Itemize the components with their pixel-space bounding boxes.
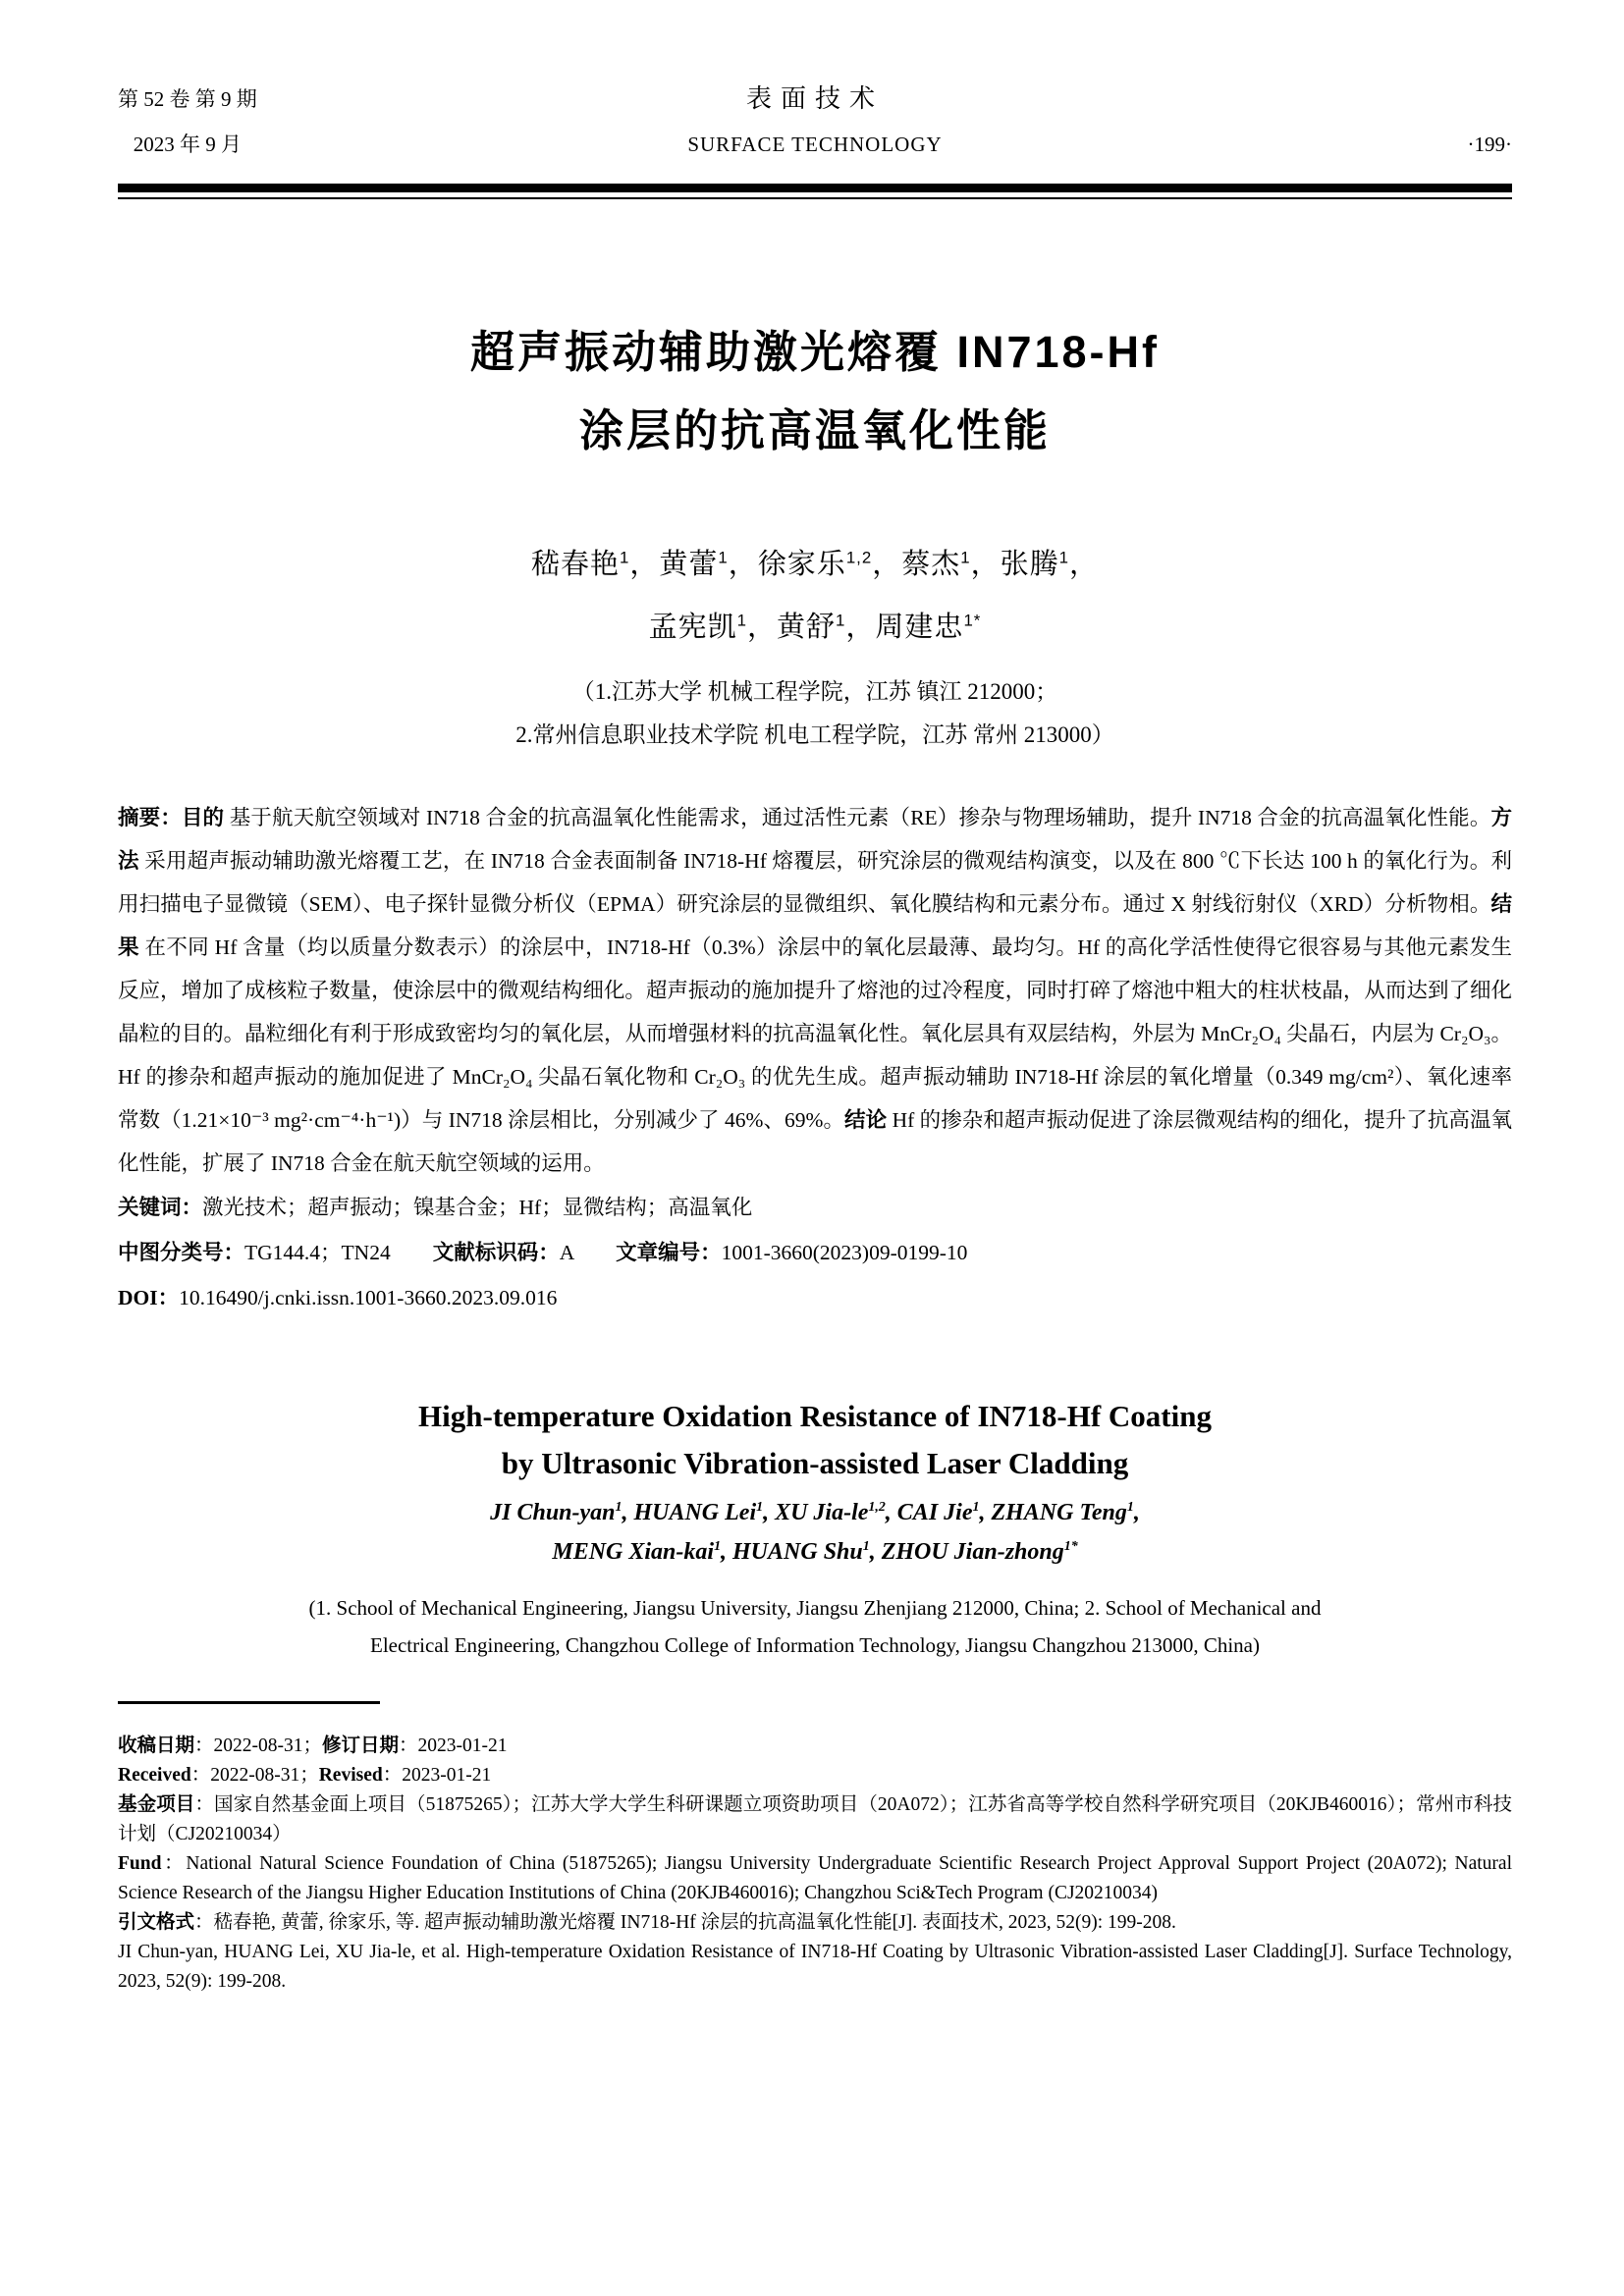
authors-en bbox=[118, 1493, 1512, 1572]
author-affiliation-superscript: 1 bbox=[756, 1500, 764, 1515]
author-affiliation-superscript: 1 bbox=[615, 1500, 623, 1515]
author-affiliation-superscript: 1 bbox=[1058, 548, 1069, 567]
affiliation-cn-line1: （1.江苏大学 机械工程学院，江苏 镇江 212000； bbox=[571, 679, 1058, 704]
author-name: MENG Xian-kai bbox=[552, 1539, 715, 1565]
footnote-separator-rule bbox=[118, 1701, 380, 1704]
authors-cn-line1: 嵇春艳$^1$，黄蕾$^1$，徐家乐$^{1,2}$，蔡杰$^1$，张腾$^1$， bbox=[531, 548, 1099, 580]
footnote-citation-en: JI Chun-yan, HUANG Lei, XU Jia-le, et al. High-temperature Oxidation Resistance of IN718-Hf Coating by Ultrasonic Vibration-assisted Laser Cladding[J]. Surface Technology, 2023, 52(9): 199-208. bbox=[118, 1942, 1512, 1992]
authors-cn bbox=[118, 533, 1512, 659]
authors-cn-line2: 孟宪凯$^1$，黄舒$^1$，周建忠$^{1*}$ bbox=[648, 611, 982, 643]
authors-en-line2: MENG Xian-kai$^1$, HUANG Shu$^1$, ZHOU Jian-zhong$^{1*}$ bbox=[552, 1539, 1078, 1565]
affiliation-en-line2: Electrical Engineering, Changzhou College of Information Technology, Jiangsu Changzhou 213000, China) bbox=[370, 1633, 1260, 1657]
author-affiliation-superscript: 1,2 bbox=[845, 548, 873, 567]
footnote-citation-cn: 引文格式：嵇春艳, 黄蕾, 徐家乐, 等. 超声振动辅助激光熔覆 IN718-Hf 涂层的抗高温氧化性能[J]. 表面技术, 2023, 52(9): 199-208. bbox=[118, 1912, 1176, 1933]
article-title-cn bbox=[118, 313, 1512, 470]
footnote-fund-cn: 基金项目：国家自然基金面上项目（51875265）；江苏大学大学生科研课题立项资助项目（20A072）；江苏省高等学校自然科学研究项目（20KJB460016）；常州市科技计划（CJ20210034） bbox=[118, 1794, 1512, 1844]
author-affiliation-superscript: 1 bbox=[714, 1539, 722, 1554]
author-name: 黄舒 bbox=[777, 612, 837, 643]
author-affiliation-superscript: 1* bbox=[963, 611, 982, 630]
authors-en-line1: JI Chun-yan$^1$, HUANG Lei$^1$, XU Jia-le$^{1,2}$, CAI Jie$^1$, ZHANG Teng$^1$, bbox=[490, 1500, 1140, 1525]
author-name: ZHOU Jian-zhong bbox=[881, 1539, 1064, 1565]
footnote-fund-en: Fund：National Natural Science Foundation of China (51875265); Jiangsu University Undergraduate Scientific Research Project Approval Support Project (20A072); Natural Science Research of the Jiangsu Higher Education Institutions of China (20KJB460016); Changzhou Sci&Tech Program (CJ20210034) bbox=[118, 1853, 1512, 1903]
author-affiliation-superscript: 1 bbox=[960, 548, 971, 567]
footnotes bbox=[118, 1732, 1512, 1997]
author-name: HUANG Lei bbox=[633, 1500, 757, 1525]
journal-title-cn: 表面技术 bbox=[745, 84, 884, 113]
classification-line: 中图分类号：TG144.4；TN24 文献标识码：A 文章编号：1001-3660(2023)09-0199-10 bbox=[118, 1241, 968, 1264]
author-name: 嵇春艳 bbox=[531, 549, 621, 580]
author-affiliation-superscript: 1 bbox=[1126, 1500, 1134, 1515]
author-affiliation-superscript: 1 bbox=[736, 611, 748, 630]
author-affiliation-superscript: 1 bbox=[620, 548, 630, 567]
footnote-received-cn: 收稿日期：2022-08-31；修订日期：2023-01-21 bbox=[118, 1735, 508, 1756]
issue-date: 2023 年 9 月 bbox=[133, 133, 242, 156]
affiliation-cn-line2: 2.常州信息职业技术学院 机电工程学院，江苏 常州 213000） bbox=[515, 722, 1114, 747]
author-name: ZHANG Teng bbox=[991, 1500, 1127, 1525]
running-head-center bbox=[687, 77, 942, 167]
article-title-en-line2: by Ultrasonic Vibration-assisted Laser Cladding bbox=[501, 1446, 1129, 1480]
journal-title-en: SURFACE TECHNOLOGY bbox=[687, 133, 943, 156]
author-affiliation-superscript: 1,2 bbox=[868, 1500, 886, 1515]
article-title-cn-line2: 涂层的抗高温氧化性能 bbox=[578, 405, 1051, 455]
header-rule-thin bbox=[118, 197, 1512, 199]
article-title-en bbox=[118, 1393, 1512, 1487]
author-name: 黄蕾 bbox=[659, 549, 719, 580]
footnote-received-en: Received：2022-08-31；Revised：2023-01-21 bbox=[118, 1765, 492, 1786]
article-meta bbox=[118, 1185, 1512, 1320]
volume-issue: 第 52 卷 第 9 期 bbox=[118, 87, 257, 111]
author-name: 张腾 bbox=[1000, 549, 1059, 580]
author-affiliation-superscript: 1 bbox=[972, 1500, 980, 1515]
page-number: ·199· bbox=[1467, 133, 1512, 156]
author-affiliation-superscript: 1 bbox=[862, 1539, 870, 1554]
author-affiliation-superscript: 1* bbox=[1063, 1539, 1078, 1554]
author-name: 孟宪凯 bbox=[648, 612, 737, 643]
author-affiliation-superscript: 1 bbox=[718, 548, 729, 567]
running-head-left bbox=[118, 77, 257, 167]
article-title-en-line1: High-temperature Oxidation Resistance of IN718-Hf Coating bbox=[418, 1399, 1212, 1433]
affiliation-en-line1: (1. School of Mechanical Engineering, Jiangsu University, Jiangsu Zhenjiang 212000, China; 2. School of Mechanical and bbox=[308, 1596, 1322, 1620]
abstract-paragraph: 摘要：目的 基于航天航空领域对 IN718 合金的抗高温氧化性能需求，通过活性元素（RE）掺杂与物理场辅助，提升 IN718 合金的抗高温氧化性能。方法 采用超声振动辅助激光熔覆工艺，在 IN718 合金表面制备 IN718-Hf 熔覆层，研究涂层的微观结构演变，以及在 800 ℃下长达 100 h 的氧化行为。利用扫描电子显微镜（SEM）、电子探针显微分析仪（EPMA）研究涂层的显微组织、氧化膜结构和元素分布。通过 X 射线衍射仪（XRD）分析物相。结果 在不同 Hf 含量（均以质量分数表示）的涂层中，IN718-Hf（0.3%）涂层中的氧化层最薄、最均匀。Hf 的高化学活性使得它很容易与其他元素发生反应，增加了成核粒子数量，使涂层中的微观结构细化。超声振动的施加提升了熔池的过冷程度，同时打碎了熔池中粗大的柱状枝晶，从而达到了细化晶粒的目的。晶粒细化有利于形成致密均匀的氧化层，从而增强材料的抗高温氧化性。氧化层具有双层结构，外层为 MnCr₂O₄ 尖晶石，内层为 Cr₂O₃。Hf 的掺杂和超声振动的施加促进了 MnCr₂O₄ 尖晶石氧化物和 Cr₂O₃ 的优先生成。超声振动辅助 IN718-Hf 涂层的氧化增量（0.349 mg/cm²）、氧化速率常数（1.21×10⁻³ mg²·cm⁻⁴·h⁻¹)）与 IN718 涂层相比，分别减少了 46%、69%。结论 Hf 的掺杂和超声振动促进了涂层微观结构的细化，提升了抗高温氧化性能，扩展了 IN718 合金在航天航空领域的运用。 bbox=[118, 806, 1512, 1175]
author-name: CAI Jie bbox=[896, 1500, 973, 1525]
author-name: 周建忠 bbox=[875, 612, 964, 643]
header-rule-thick bbox=[118, 184, 1512, 192]
doi-line: DOI：10.16490/j.cnki.issn.1001-3660.2023.09.016 bbox=[118, 1286, 558, 1309]
affiliation-cn bbox=[118, 670, 1512, 757]
author-name: HUANG Shu bbox=[732, 1539, 863, 1565]
article-title-cn-line1: 超声振动辅助激光熔覆 IN718-Hf bbox=[469, 327, 1161, 377]
author-name: XU Jia-le bbox=[775, 1500, 869, 1525]
affiliation-en bbox=[118, 1589, 1512, 1664]
author-name: 蔡杰 bbox=[901, 549, 961, 580]
running-head-right bbox=[1468, 77, 1513, 167]
author-name: JI Chun-yan bbox=[490, 1500, 616, 1525]
author-affiliation-superscript: 1 bbox=[836, 611, 846, 630]
keywords-line: 关键词：激光技术；超声振动；镍基合金；Hf；显微结构；高温氧化 bbox=[118, 1196, 753, 1219]
author-name: 徐家乐 bbox=[757, 549, 846, 580]
running-head bbox=[118, 77, 1512, 167]
